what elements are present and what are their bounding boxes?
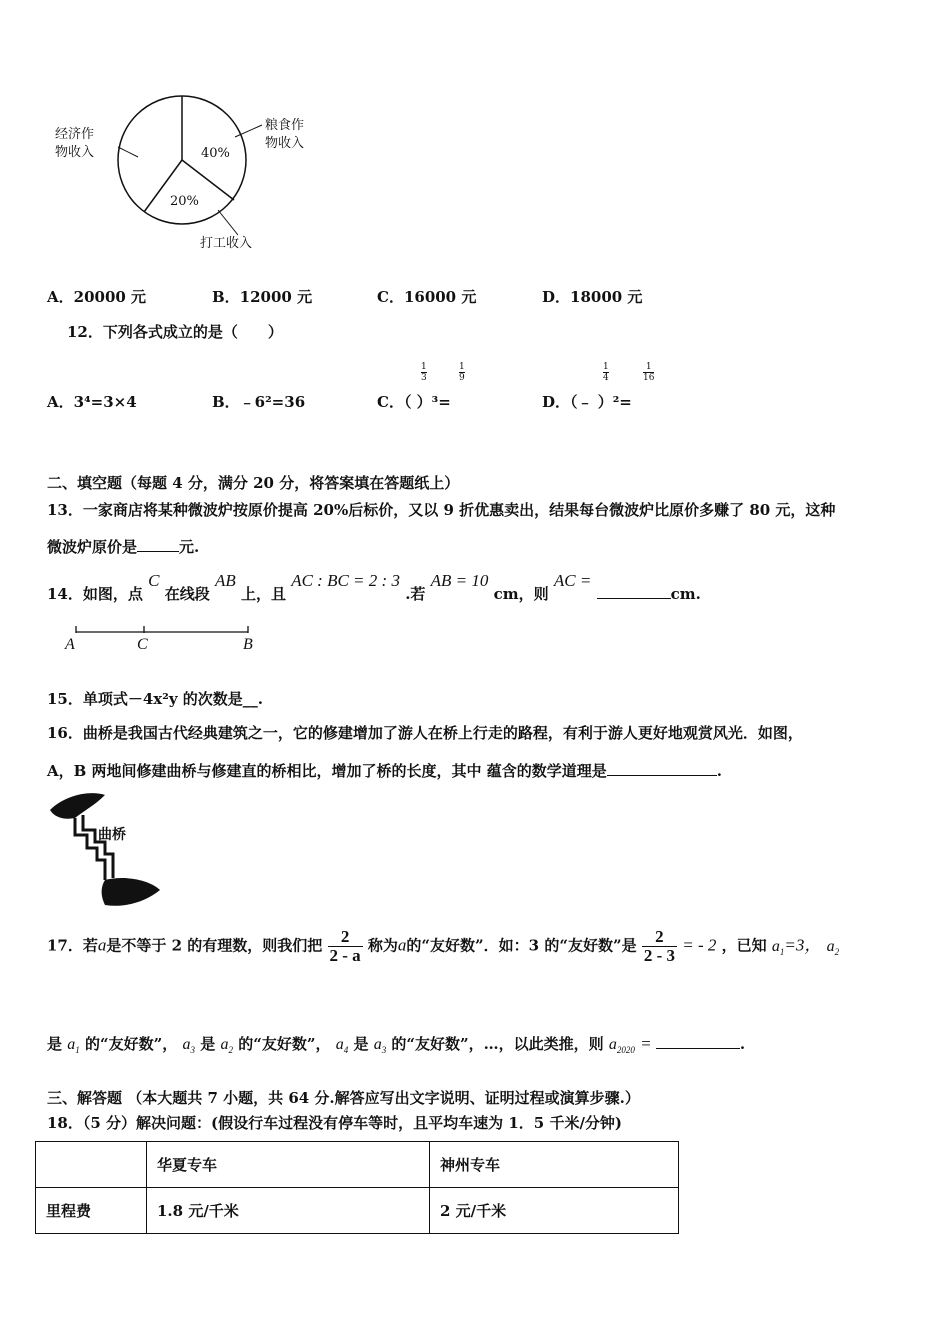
- q12-d-fraction-2: 1 16: [643, 362, 655, 383]
- segment-ab-figure: [70, 624, 260, 638]
- table-cell: 1.8 元/千米: [147, 1188, 430, 1234]
- q11-option-d: D．18000 元: [542, 288, 643, 306]
- q12-c-fraction-2: 1 9: [459, 362, 465, 383]
- q16-line2: A，B 两地间修建曲桥与修建直的桥相比，增加了桥的长度，其中 蕴含的数学道理是 .: [47, 762, 722, 780]
- q13-line1: 13．一家商店将某种微波炉按原价提高 20%后标价，又以 9 折优惠卖出，结果每台微波炉比原价多赚了 80 元，这种: [47, 501, 836, 519]
- table-cell: 2 元/千米: [430, 1188, 679, 1234]
- q12-option-a: A．3⁴=3×4: [47, 393, 137, 411]
- q17-friendly-fraction: $\frac{2}{2 - a}$: [329, 927, 361, 965]
- segment-label-c: C: [137, 636, 148, 653]
- q12-stem: 12．下列各式成立的是（ ）: [67, 323, 283, 341]
- q17-example-fraction: $\frac{2}{2 - 3}$: [643, 927, 676, 965]
- q12-d-fraction-1: 1 4: [603, 362, 609, 383]
- pie-label-economic-1: 经济作: [55, 127, 95, 142]
- q12-c-fraction-1: 1 3: [421, 362, 427, 383]
- q16-answer-blank[interactable]: [607, 761, 717, 776]
- pie-pct-work: 20%: [170, 194, 199, 209]
- segment-label-b: B: [243, 636, 253, 653]
- pie-label-grain-1: 粮食作: [265, 118, 305, 133]
- q15-text: 15．单项式－4x²y 的次数是__.: [47, 690, 263, 708]
- q13-line2: 微波炉原价是 元.: [47, 538, 200, 556]
- pie-label-economic-2: 物收入: [55, 145, 95, 160]
- q11-option-c: C．16000 元: [377, 288, 477, 306]
- section2-title: 二、填空题（每题 4 分，满分 20 分，将答案填在答题纸上）: [47, 474, 460, 492]
- q12-option-b: B．﹣6²=36: [212, 393, 306, 411]
- q13-answer-blank[interactable]: [137, 537, 179, 552]
- segment-label-a: A: [65, 636, 75, 653]
- pie-pct-grain: 40%: [201, 146, 230, 161]
- q17-line2: 是 $a_1$ 的“友好数”， $a_3$ 是 $a_2$ 的“友好数”， $a_4$ 是 $a_3$ 的“友好数”，…，以此类推，则 $a_{2020}$ = .: [47, 1034, 746, 1056]
- q11-option-a: A．20000 元: [47, 288, 147, 306]
- q11-option-b: B．12000 元: [212, 288, 313, 306]
- q14-text: 14．如图，点 C 在线段 AB 上，且 AC : BC = 2 : 3 .若 AB = 10 cm，则 AC = cm.: [47, 571, 701, 603]
- q12-option-d: D．（﹣ ）²=: [542, 393, 632, 411]
- table-header-cell: 神州专车: [430, 1142, 679, 1188]
- q17-answer-blank[interactable]: [656, 1034, 740, 1049]
- curved-bridge-label: 曲桥: [98, 827, 126, 843]
- fee-table: [35, 1141, 679, 1234]
- q12-option-c: C．（ ）³=: [377, 393, 451, 411]
- q14-answer-blank[interactable]: [597, 584, 671, 599]
- section3-title: 三、解答题 （本大题共 7 小题，共 64 分.解答应写出文字说明、证明过程或演算步骤.）: [47, 1089, 640, 1107]
- table-header-cell: 华夏专车: [147, 1142, 430, 1188]
- table-cell: 里程费: [36, 1188, 147, 1234]
- table-header-row: [36, 1142, 679, 1188]
- q17-line1: 17．若a是不等于 2 的有理数，则我们把 $\frac{2}{2 - a}$ 称为a的“友好数”．如：3 的“友好数”是 $\frac{2}{2 - 3}$ = - 2 ，已知 $a_1=3$， $a_2$: [47, 927, 840, 965]
- pie-label-grain-2: 物收入: [265, 136, 305, 151]
- table-header-cell: [36, 1142, 147, 1188]
- pie-label-work: 打工收入: [200, 236, 253, 251]
- table-row: [36, 1188, 679, 1234]
- q16-line1: 16．曲桥是我国古代经典建筑之一，它的修建增加了游人在桥上行走的路程，有利于游人更好地观赏风光．如图，: [47, 724, 803, 742]
- q18-stem: 18．（5 分）解决问题：(假设行车过程没有停车等时，且平均车速为 1．5 千米/分钟): [47, 1114, 623, 1132]
- curved-bridge-figure: [45, 790, 165, 910]
